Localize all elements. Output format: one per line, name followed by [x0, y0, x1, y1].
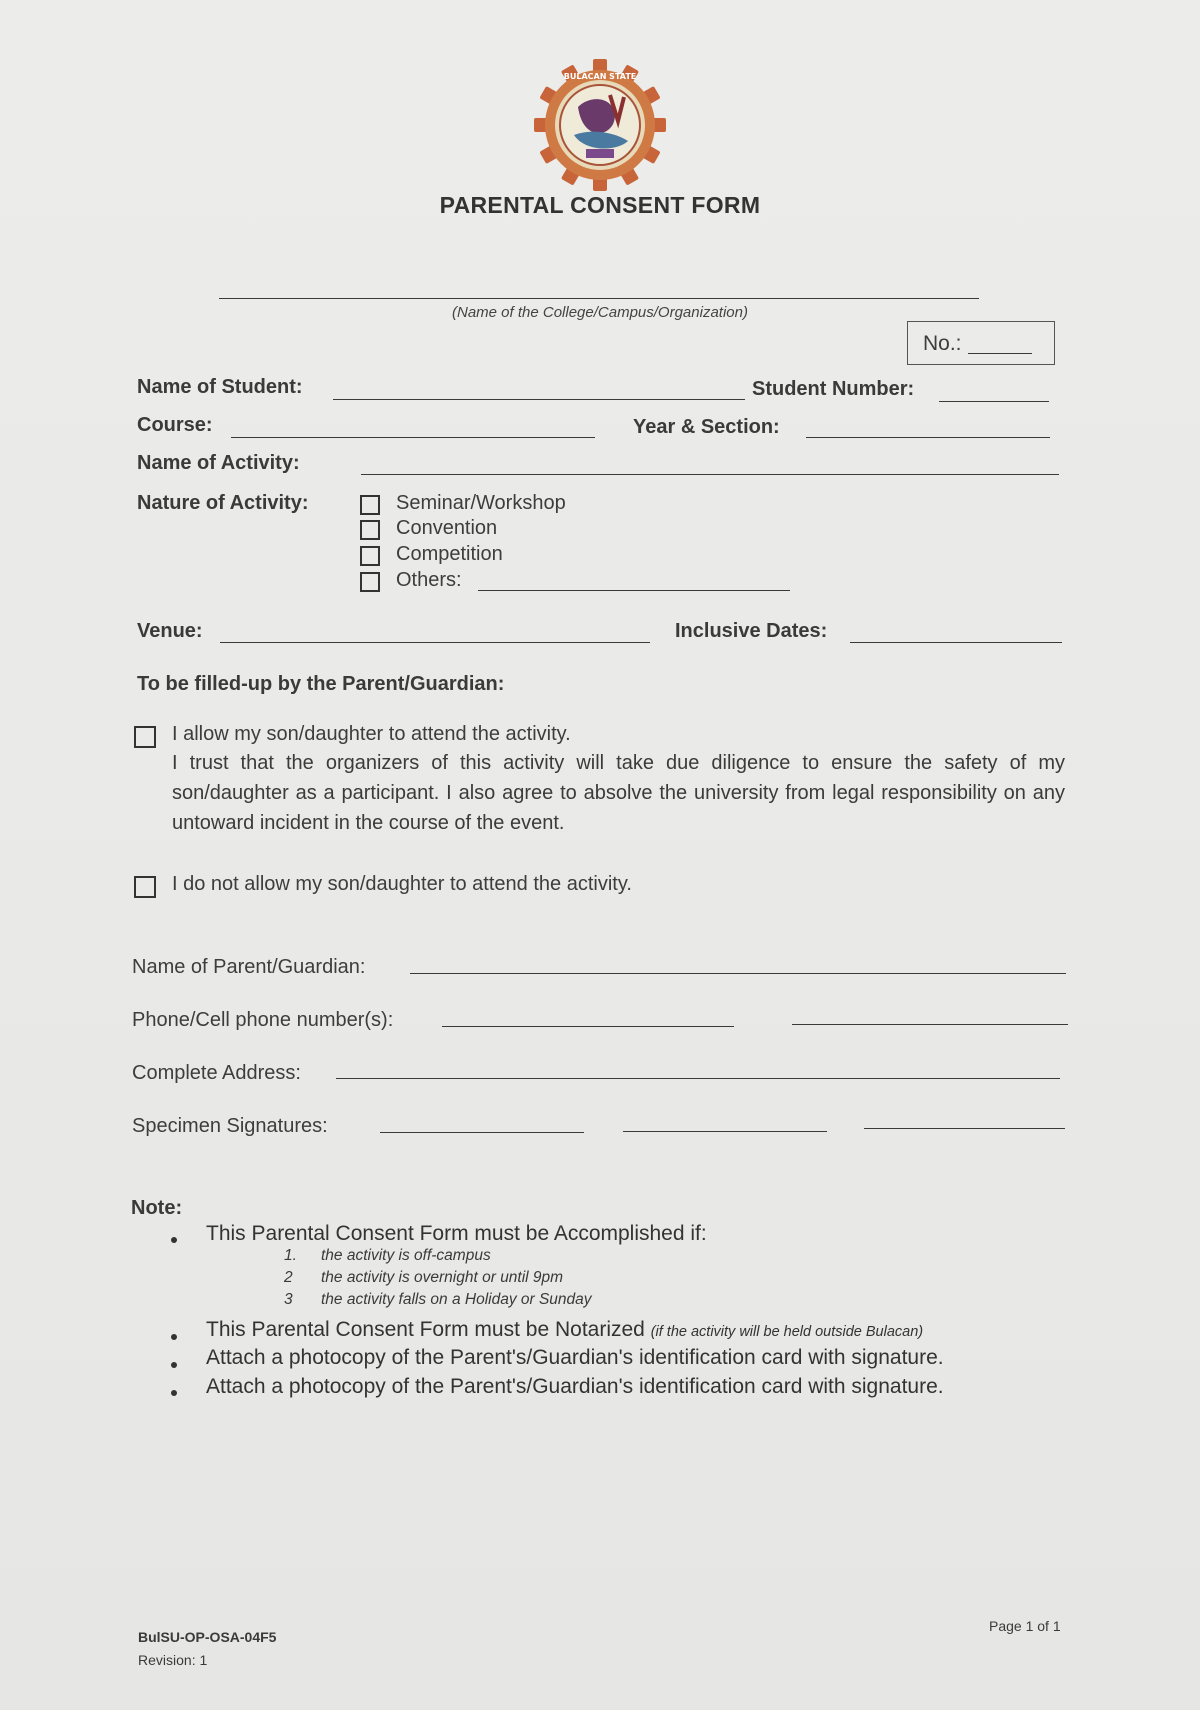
deny-statement: I do not allow my son/daughter to attend the activity. [172, 873, 632, 895]
notarized-text: This Parental Consent Form must be Notarized [206, 1318, 645, 1341]
student-name-label: Name of Student: [137, 376, 303, 398]
university-seal-icon [533, 58, 667, 192]
form-title: PARENTAL CONSENT FORM [439, 192, 761, 218]
form-number-box[interactable] [907, 321, 1055, 365]
parent-name-label: Name of Parent/Guardian: [132, 956, 366, 978]
sub-item-text-2: the activity is overnight or until 9pm [321, 1269, 564, 1286]
note-heading: Note: [131, 1197, 183, 1219]
year-section-label: Year & Section: [633, 416, 780, 438]
address-line[interactable] [336, 1078, 1060, 1079]
sub-item-num-1: 1. [284, 1247, 297, 1264]
note-bullet-attach-2: Attach a photocopy of the Parent's/Guardian's identification card with signature. [206, 1375, 944, 1398]
seminar-checkbox[interactable] [360, 495, 380, 515]
bullet-dot-1 [171, 1237, 177, 1243]
convention-option: Convention [396, 517, 498, 539]
form-number-line[interactable] [968, 353, 1032, 354]
year-section-line[interactable] [806, 437, 1050, 438]
sub-item-num-2: 2 [284, 1269, 293, 1286]
phone-line-1[interactable] [442, 1026, 734, 1027]
page-number: Page 1 of 1 [989, 1618, 1061, 1634]
signature-line-1[interactable] [380, 1132, 584, 1133]
svg-text:BULACAN STATE: BULACAN STATE [563, 72, 637, 81]
parent-name-line[interactable] [410, 973, 1066, 974]
phone-label: Phone/Cell phone number(s): [132, 1009, 394, 1031]
bullet-dot-4 [171, 1390, 177, 1396]
seminar-option: Seminar/Workshop [396, 492, 566, 514]
signature-line-3[interactable] [864, 1128, 1065, 1129]
student-number-line[interactable] [939, 401, 1049, 402]
convention-checkbox[interactable] [360, 520, 380, 540]
activity-name-label: Name of Activity: [137, 452, 300, 474]
form-number-label: No.: [923, 332, 962, 355]
allow-paragraph: I trust that the organizers of this activity will take due diligence to ensure the safety of my son/daughter as a participant. I also agree to absolve the university from legal responsibility on any untoward incident in the course of the event. [172, 752, 1065, 834]
note-bullet-notarized [206, 1318, 923, 1342]
org-caption: (Name of the College/Campus/Organization) [452, 304, 748, 321]
form-revision: Revision: 1 [138, 1652, 208, 1668]
competition-checkbox[interactable] [360, 546, 380, 566]
venue-line[interactable] [220, 642, 650, 643]
activity-nature-label: Nature of Activity: [137, 492, 309, 514]
others-checkbox[interactable] [360, 572, 380, 592]
form-code: BulSU-OP-OSA-04F5 [138, 1629, 277, 1645]
sub-item-text-3: the activity falls on a Holiday or Sunday [321, 1291, 592, 1308]
notarized-note: (if the activity will be held outside Bulacan) [650, 1324, 924, 1340]
note-bullet-accomplished: This Parental Consent Form must be Accomplished if: [206, 1222, 707, 1245]
course-line[interactable] [231, 437, 595, 438]
inclusive-dates-line[interactable] [850, 642, 1062, 643]
allow-statement: I allow my son/daughter to attend the activity. [172, 723, 571, 745]
course-label: Course: [137, 414, 213, 436]
bullet-dot-2 [171, 1334, 177, 1340]
student-number-label: Student Number: [752, 378, 915, 400]
signatures-label: Specimen Signatures: [132, 1115, 328, 1137]
bullet-dot-3 [171, 1362, 177, 1368]
signature-line-2[interactable] [623, 1131, 827, 1132]
org-name-line[interactable] [219, 298, 979, 299]
inclusive-dates-label: Inclusive Dates: [675, 620, 828, 642]
allow-checkbox[interactable] [134, 726, 156, 748]
others-line[interactable] [478, 590, 790, 591]
address-label: Complete Address: [132, 1062, 301, 1084]
note-bullet-attach-1: Attach a photocopy of the Parent's/Guardian's identification card with signature. [206, 1346, 944, 1369]
competition-option: Competition [396, 543, 503, 565]
parent-section-heading: To be filled-up by the Parent/Guardian: [137, 673, 505, 695]
deny-checkbox[interactable] [134, 876, 156, 898]
activity-name-line[interactable] [361, 474, 1059, 475]
student-name-line[interactable] [333, 399, 745, 400]
others-option: Others: [396, 569, 462, 591]
phone-line-2[interactable] [792, 1024, 1068, 1025]
venue-label: Venue: [137, 620, 203, 642]
sub-item-num-3: 3 [284, 1291, 293, 1308]
sub-item-text-1: the activity is off-campus [321, 1247, 491, 1264]
